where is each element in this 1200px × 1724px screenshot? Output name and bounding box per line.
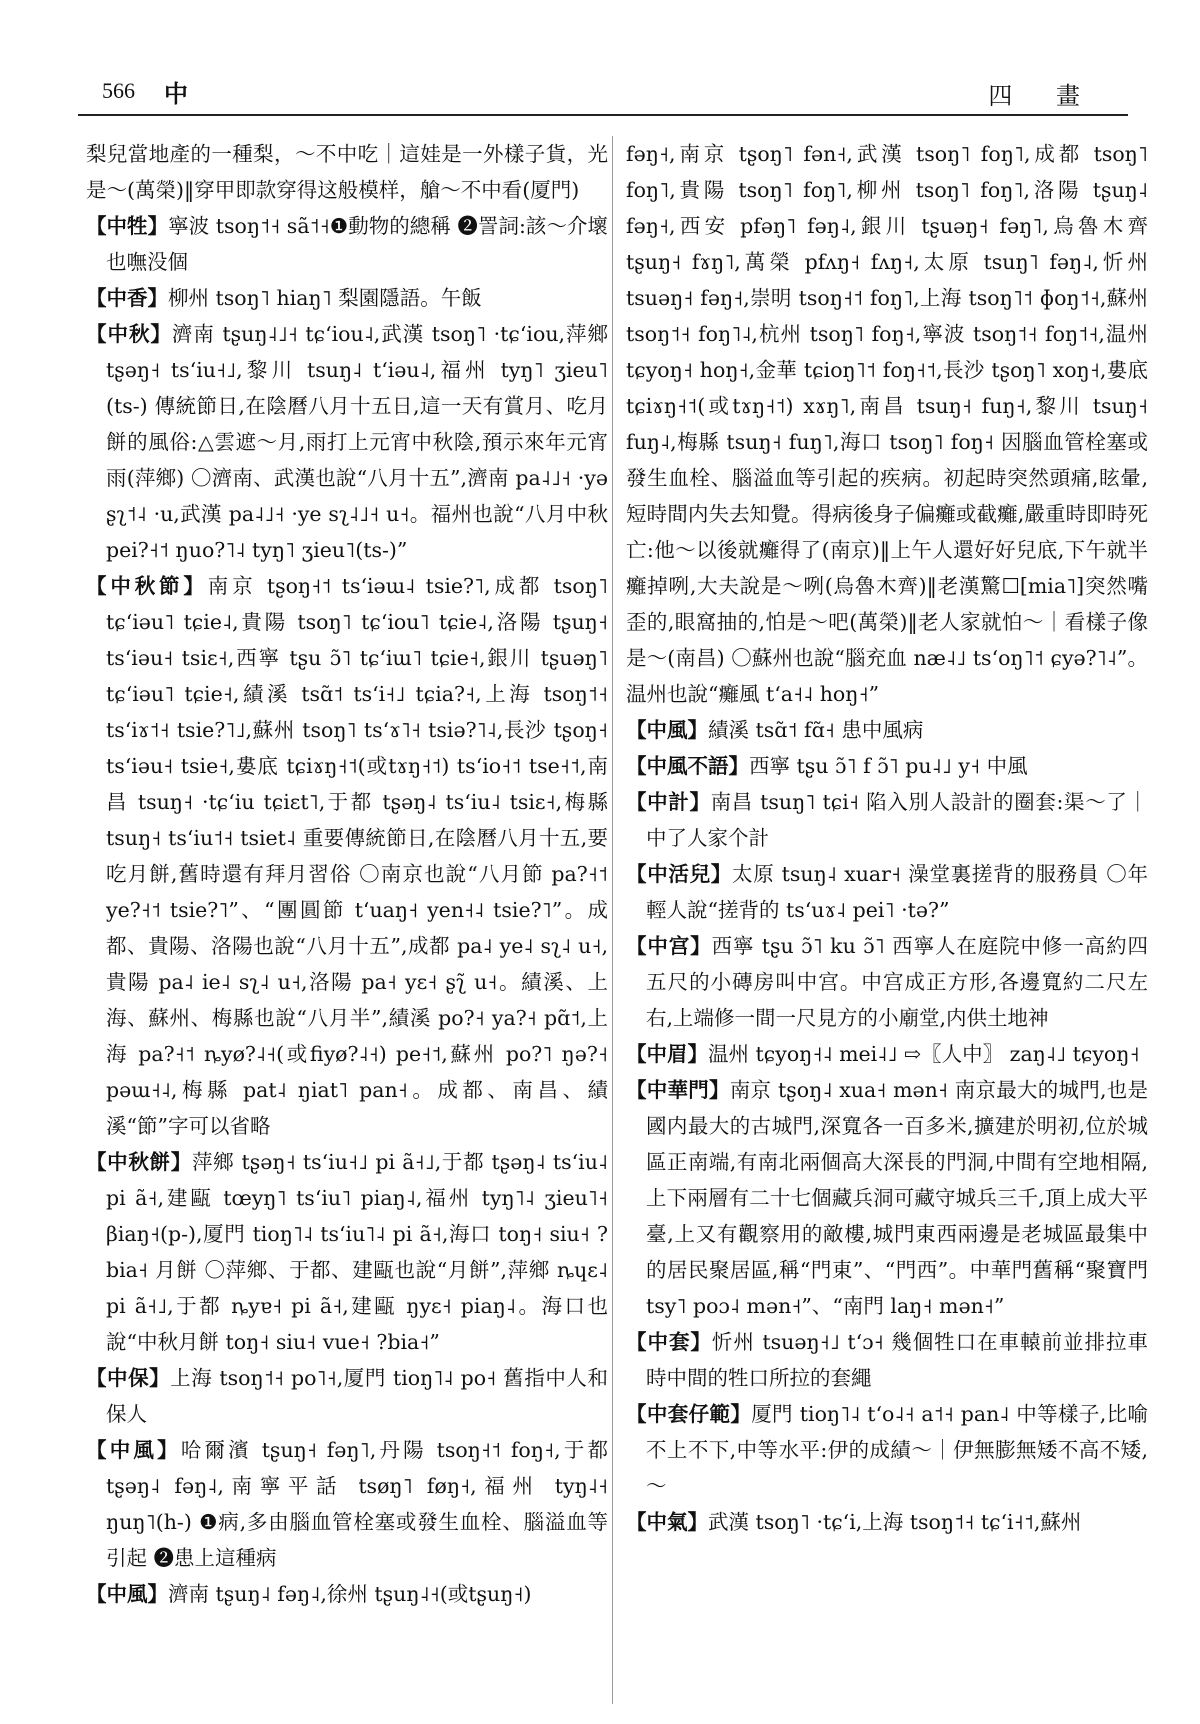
dictionary-entry (86, 208, 608, 280)
entry-headword: 【中華門】 (626, 1078, 730, 1102)
entry-headword: 【中風不語】 (626, 754, 749, 778)
continued-text (86, 136, 608, 208)
entry-headword: 【中牲】 (86, 214, 169, 238)
entry-body: 濟南 tʂuŋ˨ fəŋ˨,徐州 tʂuŋ˨˧(或tʂuŋ˧) (168, 1582, 532, 1606)
dictionary-entry (626, 784, 1148, 856)
entry-body: 忻州 tsuəŋ˧˩ tʻɔ˧ 幾個牲口在車轅前並排拉車時中間的牲口所拉的套繩 (646, 1330, 1148, 1390)
entry-body: fəŋ˧,南京 tʂoŋ˥ fən˧,武漢 tsoŋ˥ foŋ˥,成都 tsoŋ˥ foŋ˥,貴陽 tsoŋ˥ foŋ˥,柳州 tsoŋ˥ foŋ˥,洛陽 tʂuŋ˨ fəŋ˧,西安 pfəŋ˥ fəŋ˨,銀川 tʂuəŋ˧ fəŋ˥,烏魯木齊 tʂuŋ˧ fɤŋ˥,萬榮 pfʌŋ˧ fʌŋ˧,太原 tsuŋ˥ fəŋ˨,忻州 tsuəŋ˧ fəŋ˧,崇明 tsoŋ˧˦ foŋ˥,上海 tsoŋ˥˦ ɸoŋ˦˧,蘇州 tsoŋ˦˧ foŋ˥˨,杭州 tsoŋ˥ foŋ˧,寧波 tsoŋ˦˧ foŋ˦˧,温州 tɕyoŋ˧ hoŋ˧,金華 tɕioŋ˥˦ foŋ˧˦,長沙 tʂoŋ˥ xoŋ˧,婁底 tɕiɤŋ˧˦(或tɤŋ˧˦) xɤŋ˥,南昌 tsuŋ˧ fuŋ˧,黎川 tsuŋ˧ fuŋ˨,梅縣 tsuŋ˧ fuŋ˥,海口 tsoŋ˥ foŋ˧ 因腦血管栓塞或發生血栓、腦溢血等引起的疾病。初起時突然頭痛,眩暈,短時間内失去知覺。得病後身子偏癱或截癱,嚴重時即時死亡:他～以後就癱得了(南京)‖上午人還好好兒底,下午就半癱掉咧,大夫說是～咧(烏魯木齊)‖老漢驚☐[mia˥]突然嘴歪的,眼窩抽的,怕是～吧(萬榮)‖老人家就怕～｜看樣子像是～(南昌) 〇蘇州也說“腦充血 næ˨˩ tsʻoŋ˥˦ ɕyə?˥˨”。温州也說“癱風 tʻa˧˨ hoŋ˧” (626, 142, 1148, 706)
dictionary-entry (626, 928, 1148, 1036)
entry-body: 萍鄉 tʂəŋ˧ tsʻiu˧˩ pi ã˧˩,于都 tʂəŋ˨ tsʻiu˨ pi ã˧,建甌 tœyŋ˥ tsʻiu˥ piaŋ˨,福州 tyŋ˥˨ ʒieu˥˧ βiaŋ˧(p-),厦門 tioŋ˥˨ tsʻiu˥˨ pi ã˧,海口 toŋ˧ siu˧ ?bia˧ 月餅 〇萍鄉、于都、建甌也說“月餅”,萍鄉 ȵɥɛ˨ pi ã˧˩,于都 ȵyɐ˧ pi ã˧,建甌 ŋyɛ˧ piaŋ˨。海口也說“中秋月餅 toŋ˧ siu˧ vue˧ ?bia˧” (106, 1150, 608, 1354)
entry-headword: 【中秋節】 (86, 574, 208, 598)
entry-body: 南京 tʂoŋ˧˦ tsʻiəɯ˨ tsie?˥,成都 tsoŋ˥ tɕʻiəu˥ tɕie˨,貴陽 tsoŋ˥ tɕʻiou˥ tɕie˨,洛陽 tʂuŋ˧ tsʻiəu˧ tsiɛ˧,西寧 tʂu ɔ̃˥ tɕʻiɯ˥ tɕie˧,銀川 tʂuəŋ˥ tɕʻiəu˥ tɕie˧,績溪 tsɑ̃˦ tsʻi˧˩ tɕia?˧,上海 tsoŋ˦˧ tsʻiɤ˦˧ tsie?˥˩,蘇州 tsoŋ˥ tsʻɤ˥˧ tsiə?˥˨,長沙 tʂoŋ˧ tsʻiəu˧ tsie˧,婁底 tɕiɤŋ˧˦(或tɤŋ˧˦) tsʻio˧˦ tse˧˦,南昌 tsuŋ˧ ·tɕʻiu tɕiɛt˥,于都 tʂəŋ˨ tsʻiu˨ tsiɛ˧,梅縣 tsuŋ˧ tsʻiu˦˧ tsiet˨ 重要傳統節日,在陰曆八月十五,要吃月餅,舊時還有拜月習俗 〇南京也說“八月節 pa?˧˦ ye?˧˦ tsie?˥”、“團圓節 tʻuaŋ˧ yen˧˨ tsie?˥”。成都、貴陽、洛陽也說“八月十五”,成都 pa˨ ye˨ sʅ˨ u˧,貴陽 pa˨ ie˨ sʅ˨ u˧,洛陽 pa˧ yɛ˧ ʂʅ̃ u˧。績溪、上海、蘇州、梅縣也說“八月半”,績溪 po?˧ ya?˧ pɑ̃˦,上海 pa?˧˦ ȵyø?˨˧(或fiyø?˨˧) pe˧˦,蘇州 po?˥ ŋə?˧ pəɯ˧˨,梅縣 pat˨ ŋiat˥ pan˧。成都、南昌、績溪“節”字可以省略 (106, 574, 608, 1138)
entry-headword: 【中氣】 (626, 1510, 708, 1534)
dictionary-entry (626, 856, 1148, 928)
entry-body: 南京 tʂoŋ˨ xua˧ mən˧ 南京最大的城門,也是國内最大的古城門,深寬各一百多米,擴建於明初,位於城區正南端,有南北兩個高大深長的門洞,中間有空地相隔,上下兩層有二十七個藏兵洞可藏守城兵三千,頂上成大平臺,上又有觀察用的敵樓,城門東西兩邊是老城區最集中的居民聚居區,稱“門東”、“門西”。中華門舊稱“聚寶門 tsy˥ poɔ˨ mən˧”、“南門 laŋ˧ mən˧” (646, 1078, 1148, 1318)
page-header (78, 70, 1128, 116)
entry-headword: 【中風】 (626, 718, 708, 742)
entry-body: 濟南 tʂuŋ˨˩˧ tɕʻiou˨,武漢 tsoŋ˥ ·tɕʻiou,萍鄉 tʂəŋ˧ tsʻiu˧˩,黎川 tsuŋ˨ tʻiəu˨,福州 tyŋ˥ ʒieu˥ (ts-) 傳統節日,在陰曆八月十五日,這一天有賞月、吃月餅的風俗:△雲遮～月,雨打上元宵中秋陰,預示來年元宵雨(萍鄉) 〇濟南、武漢也說“八月十五”,濟南 pa˨˩˧ ·yə ʂʅ˦˨ ·u,武漢 pa˨˩˧ ·ye sʅ˨˩˧ u˧。福州也說“八月中秋 pei?˧˦ ŋuo?˥˨ tyŋ˥ ʒieu˥(ts-)” (106, 322, 608, 562)
entry-body: 柳州 tsoŋ˥ hiaŋ˥ 梨園隱語。午飯 (168, 286, 482, 310)
dictionary-entry (626, 1504, 1148, 1540)
entry-body: 武漢 tsoŋ˥ ·tɕʻi,上海 tsoŋ˦˧ tɕʻi˧˦,蘇州 (708, 1510, 1082, 1534)
entry-headword: 【中風】 (86, 1438, 181, 1462)
right-column (626, 136, 1148, 1704)
entry-body: 上海 tsoŋ˦˧ po˥˧,厦門 tioŋ˥˨ po˧ 舊指中人和保人 (106, 1366, 608, 1426)
dictionary-entry (626, 1072, 1148, 1324)
dictionary-entry (626, 1396, 1148, 1504)
dictionary-entry (86, 1432, 608, 1576)
continued-text (626, 136, 1148, 712)
entry-body: 梨兒當地產的一種梨，～不中吃｜這娃是一外樣子貨，光是～(萬榮)‖穿甲即款穿得这般模样，艙～不中看(厦門) (86, 142, 608, 202)
dictionary-entry (86, 316, 608, 568)
entry-body: 太原 tsuŋ˨ xuar˧ 澡堂裏搓背的服務員 〇年輕人說“搓背的 tsʻuɤ˨ pei˥ ·tə?” (646, 862, 1148, 922)
section-title: 四 畫 (988, 82, 1098, 110)
dictionary-entry (626, 712, 1148, 748)
entry-headword: 【中眉】 (626, 1042, 708, 1066)
column-divider (612, 136, 613, 1704)
entry-body: 厦門 tioŋ˥˨ tʻo˨˧ a˦˧ pan˨ 中等樣子,比喻不上不下,中等水平:伊的成績～｜伊無膨無矮不高不矮,～ (646, 1402, 1148, 1498)
entry-body: 寧波 tsoŋ˦˧ sã˦˧❶動物的總稱 ❷詈詞:該～介壞也嘸没個 (106, 214, 608, 274)
entry-headword: 【中活兒】 (626, 862, 733, 886)
entry-headword: 【中秋】 (86, 322, 172, 346)
entry-headword: 【中風】 (86, 1582, 168, 1606)
entry-headword: 【中宫】 (626, 934, 712, 958)
dictionary-entry (86, 1144, 608, 1360)
entry-body: 西寧 tʂu ɔ̃˥ f ɔ̃˥ pu˨˩ y˧ 中風 (749, 754, 1028, 778)
running-head-character: 中 (164, 79, 188, 108)
entry-body: 南昌 tsuŋ˥ tɕi˧ 陷入別人設計的圈套:渠～了｜中了人家个計 (646, 790, 1148, 850)
entry-body: 哈爾濱 tʂuŋ˧ fəŋ˥,丹陽 tsoŋ˧˦ foŋ˧,于都 tʂəŋ˨ fəŋ˨,南寧平話 tsøŋ˥ føŋ˧,福州 tyŋ˨˧ ŋuŋ˥(h-) ❶病,多由腦血管栓塞或發生血栓、腦溢血等引起 ❷患上這種病 (106, 1438, 608, 1570)
entry-body: 西寧 tʂu ɔ̃˥ ku ɔ̃˥ 西寧人在庭院中修一高約四五尺的小磚房叫中宫。中宫成正方形,各邊寬約二尺左右,上端修一間一尺見方的小廟堂,内供土地神 (646, 934, 1148, 1030)
entry-headword: 【中套】 (626, 1330, 712, 1354)
dictionary-entry (86, 280, 608, 316)
entry-headword: 【中套仔範】 (626, 1402, 752, 1426)
entry-headword: 【中計】 (626, 790, 711, 814)
dictionary-entry (626, 1036, 1148, 1072)
entry-body: 温州 tɕyoŋ˧˨ mei˨˩ ⇨〖人中〗 zaŋ˨˩ tɕyoŋ˧ (708, 1042, 1140, 1066)
dictionary-entry (86, 1576, 608, 1612)
dictionary-entry (626, 748, 1148, 784)
entry-headword: 【中秋餅】 (86, 1150, 192, 1174)
dictionary-entry (626, 1324, 1148, 1396)
left-column (86, 136, 608, 1704)
page-number: 566 (102, 78, 135, 103)
dictionary-entry (86, 568, 608, 1144)
dictionary-entry (86, 1360, 608, 1432)
entry-headword: 【中保】 (86, 1366, 171, 1390)
entry-headword: 【中香】 (86, 286, 168, 310)
entry-body: 績溪 tsɑ̃˦ fɑ̃˧ 患中風病 (708, 718, 924, 742)
